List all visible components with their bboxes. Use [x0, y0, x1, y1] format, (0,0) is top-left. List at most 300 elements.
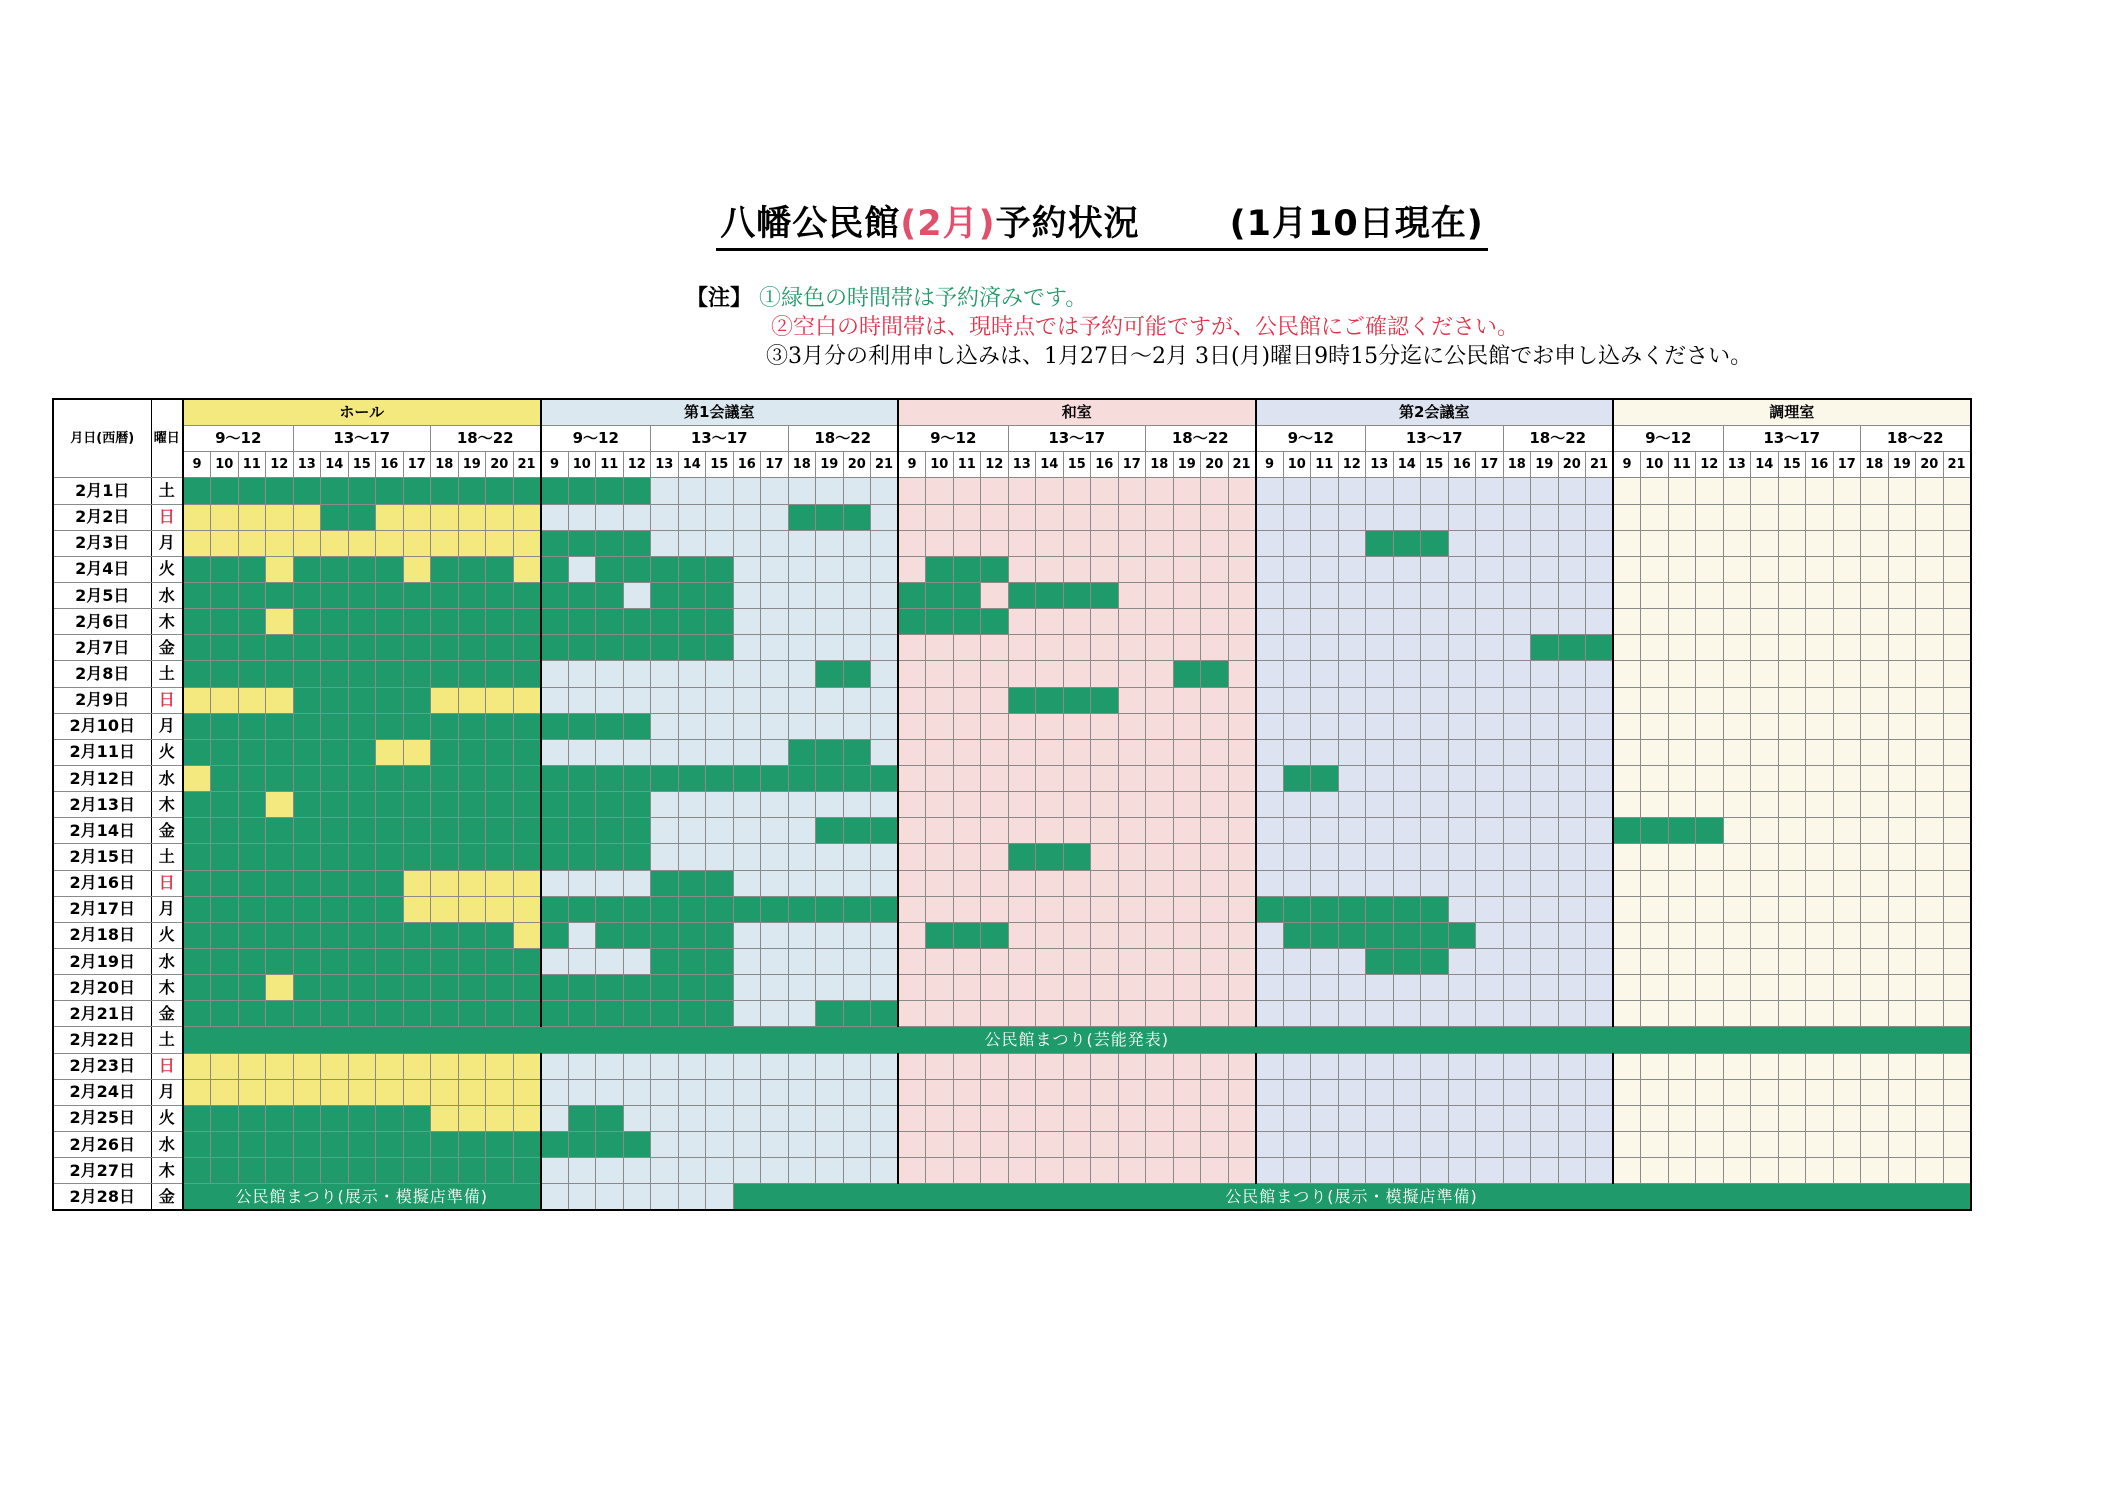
weekday-cell: 土	[151, 844, 183, 870]
slot-open	[1778, 713, 1806, 739]
slot-open	[1833, 661, 1861, 687]
slot-open	[788, 478, 816, 504]
slot-booked	[623, 530, 651, 556]
slot-open	[1366, 1079, 1394, 1105]
slot-open	[651, 530, 679, 556]
slot-open	[541, 1158, 569, 1184]
slot-open	[1256, 687, 1284, 713]
slot-open	[678, 1184, 706, 1211]
slot-open	[1586, 504, 1614, 530]
slot-booked	[458, 922, 486, 948]
slot-booked	[541, 635, 569, 661]
hour-header: 21	[1943, 452, 1971, 478]
slot-open	[623, 687, 651, 713]
slot-open	[1778, 1158, 1806, 1184]
slot-open	[1833, 844, 1861, 870]
weekday-cell: 月	[151, 713, 183, 739]
slot-open	[1036, 661, 1064, 687]
slot-open	[486, 1079, 514, 1105]
slot-open	[1916, 1001, 1944, 1027]
slot-open	[1668, 609, 1696, 635]
slot-open	[1366, 975, 1394, 1001]
slot-booked	[513, 948, 541, 974]
slot-open	[1063, 739, 1091, 765]
slot-open	[1806, 582, 1834, 608]
slot-open	[1806, 1079, 1834, 1105]
slot-booked	[788, 504, 816, 530]
slot-open	[1036, 635, 1064, 661]
slot-open	[1311, 556, 1339, 582]
slot-booked	[321, 739, 349, 765]
slot-open	[1723, 504, 1751, 530]
slot-open	[761, 739, 789, 765]
slot-open	[1338, 556, 1366, 582]
slot-booked	[348, 556, 376, 582]
slot-booked	[266, 765, 294, 791]
slot-open	[541, 1105, 569, 1131]
slot-open	[1558, 609, 1586, 635]
slot-open	[238, 530, 266, 556]
notes-label: 【注】	[686, 285, 753, 311]
slot-open	[1118, 844, 1146, 870]
slot-open	[1091, 1001, 1119, 1027]
slot-booked	[651, 922, 679, 948]
slot-open	[981, 765, 1009, 791]
slot-open	[871, 948, 899, 974]
slot-open	[266, 792, 294, 818]
slot-open	[1503, 504, 1531, 530]
slot-open	[1283, 1158, 1311, 1184]
slot-booked	[348, 792, 376, 818]
slot-open	[1586, 975, 1614, 1001]
slot-open	[898, 1053, 926, 1079]
slot-open	[926, 870, 954, 896]
time-block-header: 13～17	[1008, 426, 1146, 452]
slot-open	[348, 1053, 376, 1079]
slot-open	[1503, 870, 1531, 896]
slot-open	[843, 713, 871, 739]
slot-open	[816, 1105, 844, 1131]
slot-open	[1723, 687, 1751, 713]
slot-booked	[953, 556, 981, 582]
slot-open	[1366, 792, 1394, 818]
slot-booked	[568, 478, 596, 504]
slot-open	[1036, 1158, 1064, 1184]
slot-open	[1448, 530, 1476, 556]
hour-header: 13	[1723, 452, 1751, 478]
slot-open	[733, 1079, 761, 1105]
slot-open	[1668, 687, 1696, 713]
hour-header: 17	[761, 452, 789, 478]
slot-open	[761, 609, 789, 635]
slot-open	[1228, 922, 1256, 948]
slot-open	[1201, 739, 1229, 765]
slot-booked	[403, 948, 431, 974]
time-block-header: 13～17	[1723, 426, 1861, 452]
slot-booked	[623, 1131, 651, 1157]
slot-booked	[211, 792, 239, 818]
slot-open	[1256, 1001, 1284, 1027]
slot-open	[1916, 582, 1944, 608]
slot-open	[1531, 1053, 1559, 1079]
slot-open	[1861, 1158, 1889, 1184]
slot-open	[1146, 635, 1174, 661]
slot-open	[1311, 661, 1339, 687]
slot-open	[871, 609, 899, 635]
slot-open	[1586, 739, 1614, 765]
slot-open	[1806, 765, 1834, 791]
slot-open	[1256, 739, 1284, 765]
slot-open	[1311, 635, 1339, 661]
slot-open	[1228, 1079, 1256, 1105]
slot-open	[1778, 739, 1806, 765]
slot-open	[1366, 1001, 1394, 1027]
slot-open	[1751, 556, 1779, 582]
slot-open	[871, 975, 899, 1001]
slot-open	[1751, 1053, 1779, 1079]
slot-open	[1036, 739, 1064, 765]
slot-open	[981, 844, 1009, 870]
slot-booked	[266, 635, 294, 661]
slot-booked	[183, 1131, 211, 1157]
slot-open	[1888, 1001, 1916, 1027]
slot-open	[1668, 844, 1696, 870]
table-row	[53, 1184, 1971, 1211]
slot-open	[1091, 870, 1119, 896]
slot-open	[1008, 661, 1036, 687]
slot-booked	[651, 870, 679, 896]
slot-open	[1008, 792, 1036, 818]
slot-open	[1201, 504, 1229, 530]
slot-open	[1861, 556, 1889, 582]
slot-open	[1008, 530, 1036, 556]
title-month: (2月)	[900, 204, 996, 244]
slot-open	[733, 582, 761, 608]
slot-open	[1146, 713, 1174, 739]
slot-open	[1668, 1105, 1696, 1131]
slot-booked	[1393, 530, 1421, 556]
slot-open	[871, 582, 899, 608]
slot-open	[788, 818, 816, 844]
slot-open	[1366, 1158, 1394, 1184]
slot-open	[1751, 530, 1779, 556]
slot-open	[1448, 687, 1476, 713]
slot-open	[568, 661, 596, 687]
slot-open	[926, 478, 954, 504]
slot-booked	[431, 1001, 459, 1027]
slot-open	[898, 530, 926, 556]
slot-booked	[871, 765, 899, 791]
slot-open	[706, 1053, 734, 1079]
slot-booked	[1696, 818, 1724, 844]
slot-booked	[1311, 922, 1339, 948]
slot-booked	[238, 792, 266, 818]
slot-open	[1888, 1131, 1916, 1157]
slot-booked	[293, 922, 321, 948]
slot-open	[1063, 870, 1091, 896]
slot-booked	[871, 1001, 899, 1027]
hour-header: 19	[1173, 452, 1201, 478]
slot-open	[1696, 765, 1724, 791]
slot-open	[1613, 1131, 1641, 1157]
slot-booked	[348, 896, 376, 922]
slot-open	[1586, 1053, 1614, 1079]
slot-booked	[431, 661, 459, 687]
slot-open	[1036, 1001, 1064, 1027]
slot-open	[843, 1105, 871, 1131]
slot-open	[1943, 1131, 1971, 1157]
slot-open	[1833, 1001, 1861, 1027]
slot-open	[1861, 687, 1889, 713]
slot-booked	[513, 975, 541, 1001]
slot-open	[898, 870, 926, 896]
hour-header: 18	[431, 452, 459, 478]
slot-open	[1751, 818, 1779, 844]
table-row	[53, 1053, 1971, 1079]
slot-booked	[1393, 896, 1421, 922]
slot-open	[403, 1053, 431, 1079]
slot-booked	[651, 635, 679, 661]
slot-open	[871, 556, 899, 582]
slot-open	[1558, 556, 1586, 582]
slot-booked	[376, 818, 404, 844]
table-row	[53, 922, 1971, 948]
slot-open	[871, 1158, 899, 1184]
slot-booked	[183, 1158, 211, 1184]
slot-open	[1476, 582, 1504, 608]
weekday-cell: 金	[151, 1001, 183, 1027]
slot-open	[1916, 844, 1944, 870]
slot-open	[1421, 713, 1449, 739]
slot-open	[761, 975, 789, 1001]
slot-open	[1311, 609, 1339, 635]
slot-open	[1806, 739, 1834, 765]
slot-open	[1393, 844, 1421, 870]
slot-open	[706, 713, 734, 739]
slot-open	[376, 530, 404, 556]
slot-open	[981, 504, 1009, 530]
slot-open	[623, 1158, 651, 1184]
slot-booked	[183, 1105, 211, 1131]
slot-open	[871, 844, 899, 870]
slot-open	[1888, 556, 1916, 582]
slot-open	[1283, 478, 1311, 504]
slot-booked	[266, 896, 294, 922]
slot-open	[1201, 765, 1229, 791]
slot-open	[761, 582, 789, 608]
slot-open	[1476, 818, 1504, 844]
slot-booked	[981, 609, 1009, 635]
slot-booked	[238, 818, 266, 844]
slot-open	[1228, 870, 1256, 896]
slot-open	[1201, 896, 1229, 922]
slot-open	[1146, 1053, 1174, 1079]
slot-open	[733, 1001, 761, 1027]
slot-booked	[403, 635, 431, 661]
slot-open	[788, 556, 816, 582]
slot-open	[596, 1053, 624, 1079]
slot-open	[568, 1158, 596, 1184]
table-row	[53, 504, 1971, 530]
slot-open	[1558, 765, 1586, 791]
date-cell: 2月6日	[53, 609, 151, 635]
slot-open	[541, 687, 569, 713]
slot-open	[1201, 792, 1229, 818]
slot-booked	[293, 661, 321, 687]
slot-open	[1696, 1105, 1724, 1131]
slot-booked	[403, 687, 431, 713]
slot-open	[1531, 661, 1559, 687]
time-block-header: 13～17	[1366, 426, 1504, 452]
slot-booked	[403, 661, 431, 687]
slot-booked	[321, 818, 349, 844]
slot-open	[1751, 687, 1779, 713]
slot-booked	[458, 635, 486, 661]
slot-open	[788, 1105, 816, 1131]
slot-open	[541, 1079, 569, 1105]
slot-open	[1833, 1158, 1861, 1184]
slot-booked	[1366, 948, 1394, 974]
slot-open	[1558, 1131, 1586, 1157]
slot-booked	[596, 556, 624, 582]
slot-open	[678, 661, 706, 687]
slot-open	[1503, 844, 1531, 870]
slot-open	[1228, 609, 1256, 635]
slot-booked	[706, 870, 734, 896]
slot-open	[1091, 478, 1119, 504]
slot-open	[678, 792, 706, 818]
slot-open	[1943, 948, 1971, 974]
slot-open	[871, 1079, 899, 1105]
slot-booked	[541, 844, 569, 870]
hour-header: 17	[403, 452, 431, 478]
slot-open	[513, 687, 541, 713]
slot-open	[1201, 530, 1229, 556]
slot-open	[1091, 1053, 1119, 1079]
slot-open	[568, 1053, 596, 1079]
weekday-cell: 金	[151, 635, 183, 661]
slot-open	[1751, 948, 1779, 974]
slot-open	[1393, 687, 1421, 713]
hour-header: 20	[843, 452, 871, 478]
title-suffix: 予約状況	[995, 204, 1140, 244]
slot-booked	[706, 556, 734, 582]
slot-open	[1366, 818, 1394, 844]
slot-open	[1118, 896, 1146, 922]
slot-open	[1256, 635, 1284, 661]
hour-header: 20	[1916, 452, 1944, 478]
slot-open	[1943, 556, 1971, 582]
slot-open	[1723, 870, 1751, 896]
slot-open	[486, 896, 514, 922]
note-2: ②空白の時間帯は、現時点では予約可能ですが、公民館にご確認ください。	[771, 315, 1520, 340]
slot-open	[1173, 948, 1201, 974]
slot-open	[953, 478, 981, 504]
slot-open	[733, 661, 761, 687]
slot-open	[926, 896, 954, 922]
slot-booked	[1613, 818, 1641, 844]
slot-open	[1036, 922, 1064, 948]
slot-booked	[1338, 896, 1366, 922]
slot-open	[981, 870, 1009, 896]
slot-open	[1586, 478, 1614, 504]
slot-open	[898, 739, 926, 765]
slot-open	[1943, 661, 1971, 687]
slot-open	[1338, 975, 1366, 1001]
time-block-header: 18～22	[1503, 426, 1613, 452]
slot-booked	[376, 948, 404, 974]
slot-booked	[211, 896, 239, 922]
slot-open	[926, 765, 954, 791]
slot-open	[1778, 975, 1806, 1001]
slot-open	[898, 792, 926, 818]
slot-open	[513, 504, 541, 530]
table-body	[53, 478, 1971, 1210]
slot-open	[1778, 556, 1806, 582]
weekday-cell: 日	[151, 504, 183, 530]
slot-booked	[238, 556, 266, 582]
slot-open	[1778, 870, 1806, 896]
slot-booked	[541, 1001, 569, 1027]
slot-open	[1476, 870, 1504, 896]
slot-booked	[238, 739, 266, 765]
slot-open	[1531, 870, 1559, 896]
slot-open	[1751, 582, 1779, 608]
slot-open	[1586, 948, 1614, 974]
slot-booked	[403, 478, 431, 504]
weekday-cell: 火	[151, 556, 183, 582]
slot-booked	[266, 582, 294, 608]
slot-booked	[458, 713, 486, 739]
slot-booked	[651, 948, 679, 974]
slot-open	[898, 948, 926, 974]
slot-open	[1586, 687, 1614, 713]
slot-booked	[211, 1001, 239, 1027]
slot-open	[1118, 922, 1146, 948]
slot-open	[1751, 1131, 1779, 1157]
slot-open	[1751, 792, 1779, 818]
slot-open	[1751, 504, 1779, 530]
slot-open	[1723, 975, 1751, 1001]
slot-open	[1888, 661, 1916, 687]
slot-open	[871, 1105, 899, 1131]
slot-open	[623, 1053, 651, 1079]
slot-open	[1641, 530, 1669, 556]
date-column-header: 月日(西暦)	[53, 399, 151, 478]
room-header: 和室	[898, 399, 1256, 426]
slot-open	[1393, 609, 1421, 635]
slot-open	[1751, 975, 1779, 1001]
slot-open	[926, 1001, 954, 1027]
slot-open	[761, 792, 789, 818]
slot-open	[1888, 713, 1916, 739]
slot-open	[211, 1079, 239, 1105]
slot-booked	[183, 844, 211, 870]
slot-booked	[183, 975, 211, 1001]
slot-open	[1916, 1079, 1944, 1105]
slot-open	[1146, 478, 1174, 504]
slot-booked	[431, 739, 459, 765]
slot-open	[1421, 635, 1449, 661]
slot-open	[1806, 504, 1834, 530]
slot-booked	[568, 1105, 596, 1131]
slot-open	[1338, 1079, 1366, 1105]
slot-booked	[403, 1131, 431, 1157]
slot-booked	[596, 530, 624, 556]
slot-booked	[238, 478, 266, 504]
slot-open	[1833, 765, 1861, 791]
slot-booked	[596, 635, 624, 661]
